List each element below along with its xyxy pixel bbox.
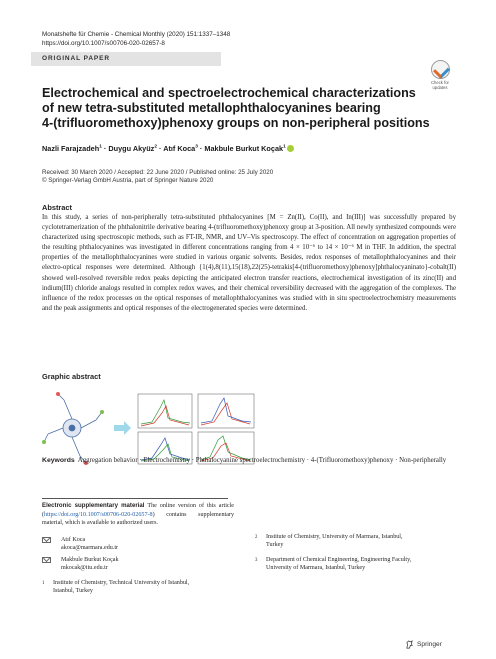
correspondent-email[interactable]: akoca@marmara.edu.tr xyxy=(61,545,119,552)
orcid-icon[interactable] xyxy=(287,145,294,152)
spectra-panel-left xyxy=(138,394,192,464)
journal-citation: Monatshefte für Chemie - Chemical Monthly (2020) 151:1337–1348 xyxy=(42,31,231,38)
author-affiliation-ref: 1 xyxy=(99,144,102,150)
arrow-icon xyxy=(114,421,131,435)
affiliation-item xyxy=(42,579,189,596)
author-affiliation-ref: 2 xyxy=(154,144,157,150)
publisher-logo xyxy=(405,640,442,649)
correspondence-item xyxy=(42,536,119,553)
molecule-structure-icon xyxy=(42,392,104,465)
affiliation-line: Istanbul, Turkey xyxy=(53,588,93,595)
abstract-text: In this study, a series of non-peripherally tetra-substituted phthalocyanines [M = Zn(II), Co(II), and In(III)] was successfully prepared by cyclotetramerization of the phthalonitrile derivative bearing 4-(trifluoromethoxy)phenoxy group at 3-position. All newly synthesized compounds were characterized using spectroscopic methods, such as FT-IR, NMR, and UV–Vis spectroscopy. The effect of concentration on aggregation properties of the resulting phthalocyanines was investigated in different concentrations ranging from 4 × 10⁻⁶ to 14 × 10⁻⁶ M in THF. In addition, the spectral properties of the metallophthalocyanines were studied in various organic solvents. Besides, redox responses of metallophthalocyanines and their electro-optical responses were determined. Although {1(4),8(11),15(18),22(25)-tetrakis[4-(trifluoromethoxy)phenoxy]phthalocyaninato}-cobalt(II) showed well-resolved reversible redox peaks depicting the anticipated electron transfer reactions, electrochemical investigation of its zinc(II) and indium(III) chloride analogs resulted in complex redox waves, and their chemical reversibility decreased with the aggregation of the complexes. The influence of the redox processes on the optical responses of metallophthalocyanines was studied with in situ spectroelectrochemistry measurements and the peak assignments and optical responses of the electrogenerated species were determined. xyxy=(42,214,456,312)
author-affiliation-ref: 3 xyxy=(195,144,198,150)
affiliation-number: 3 xyxy=(255,557,258,563)
affiliations-right xyxy=(255,533,411,578)
affiliation-item xyxy=(255,533,411,550)
copyright-line: © Springer-Verlag GmbH Austria, part of Springer Nature 2020 xyxy=(42,177,214,185)
correspondent-name: Makbule Burkut Koçak xyxy=(61,556,119,563)
affiliation-line: Institute of Chemistry, University of Marmara, Istanbul, xyxy=(266,534,403,540)
envelope-icon xyxy=(42,557,51,563)
envelope-icon xyxy=(42,537,51,543)
affiliation-line: University of Marmara, Istanbul, Turkey xyxy=(266,564,366,571)
author-separator: · xyxy=(156,144,164,153)
author-separator: · xyxy=(101,144,109,153)
abstract-heading: Abstract xyxy=(42,203,72,212)
affiliation-line: Turkey xyxy=(266,542,284,549)
author-name[interactable]: Nazli Farajzadeh xyxy=(42,144,100,153)
affiliation-number: 1 xyxy=(42,581,45,586)
affiliation-number: 2 xyxy=(255,535,258,540)
check-label-1: Check for xyxy=(431,80,449,85)
author-name[interactable]: Makbule Burkut Koçak xyxy=(204,144,284,153)
author-affiliation-ref: 1 xyxy=(283,144,286,150)
title-line: 4-(trifluoromethoxy)phenoxy groups on non-peripheral positions xyxy=(42,116,430,131)
esm-text: The online version of this article ( xyxy=(42,503,234,518)
author-name[interactable]: Atıf Koca xyxy=(163,144,196,153)
author-name[interactable]: Duygu Akyüz xyxy=(108,144,155,153)
journal-header xyxy=(42,30,230,48)
received-line: Received: 30 March 2020 / Accepted: 22 June 2020 / Published online: 25 July 2020 xyxy=(42,169,274,176)
affiliations-left xyxy=(42,579,189,602)
springer-horse-icon xyxy=(405,640,414,649)
affiliation-line: Department of Chemical Engineering, Engineering Faculty, xyxy=(266,556,412,563)
correspondent-name: Atıf Koca xyxy=(61,537,86,543)
check-label-2: updates xyxy=(432,85,448,90)
affiliation-item xyxy=(255,556,411,573)
graphic-abstract-heading: Graphic abstract xyxy=(42,372,101,381)
keywords-label: Keywords xyxy=(42,457,75,464)
publisher-name: Springer xyxy=(417,641,442,648)
article-title xyxy=(42,86,432,132)
correspondence-block xyxy=(42,536,119,575)
esm-label: Electronic supplementary material xyxy=(42,502,145,509)
spectra-panel-right xyxy=(198,394,254,464)
title-line: Electrochemical and spectroelectrochemical characterizations xyxy=(42,86,416,100)
footnote-divider xyxy=(42,498,228,499)
author-separator: · xyxy=(197,144,205,153)
keywords-block xyxy=(42,456,456,466)
esm-link[interactable]: https://doi.org/10.1007/s00706-020-02657-8 xyxy=(44,511,153,518)
doi-line[interactable]: https://doi.org/10.1007/s00706-020-02657-8 xyxy=(42,40,165,47)
author-list xyxy=(42,144,462,153)
esm-text: ) contains supplementary material, which is available to authorized users. xyxy=(42,511,234,527)
esm-note xyxy=(42,502,234,528)
publication-dates xyxy=(42,169,273,186)
section-label: ORIGINAL PAPER xyxy=(42,55,110,62)
affiliation-line: Institute of Chemistry, Technical University of Istanbul, xyxy=(53,580,190,586)
title-line: of new tetra-substituted metallophthalocyanines bearing xyxy=(42,101,381,116)
check-for-updates-icon xyxy=(431,60,450,79)
correspondence-item xyxy=(42,556,119,573)
correspondent-email[interactable]: mkocak@itu.edu.tr xyxy=(61,564,108,571)
keywords-text: Aggregation behavior · Electrochemistry · Phthalocyanine spectroelectrochemistry · 4-(Trifluoromethoxy)phenoxy · Non-peripherally xyxy=(77,457,447,464)
